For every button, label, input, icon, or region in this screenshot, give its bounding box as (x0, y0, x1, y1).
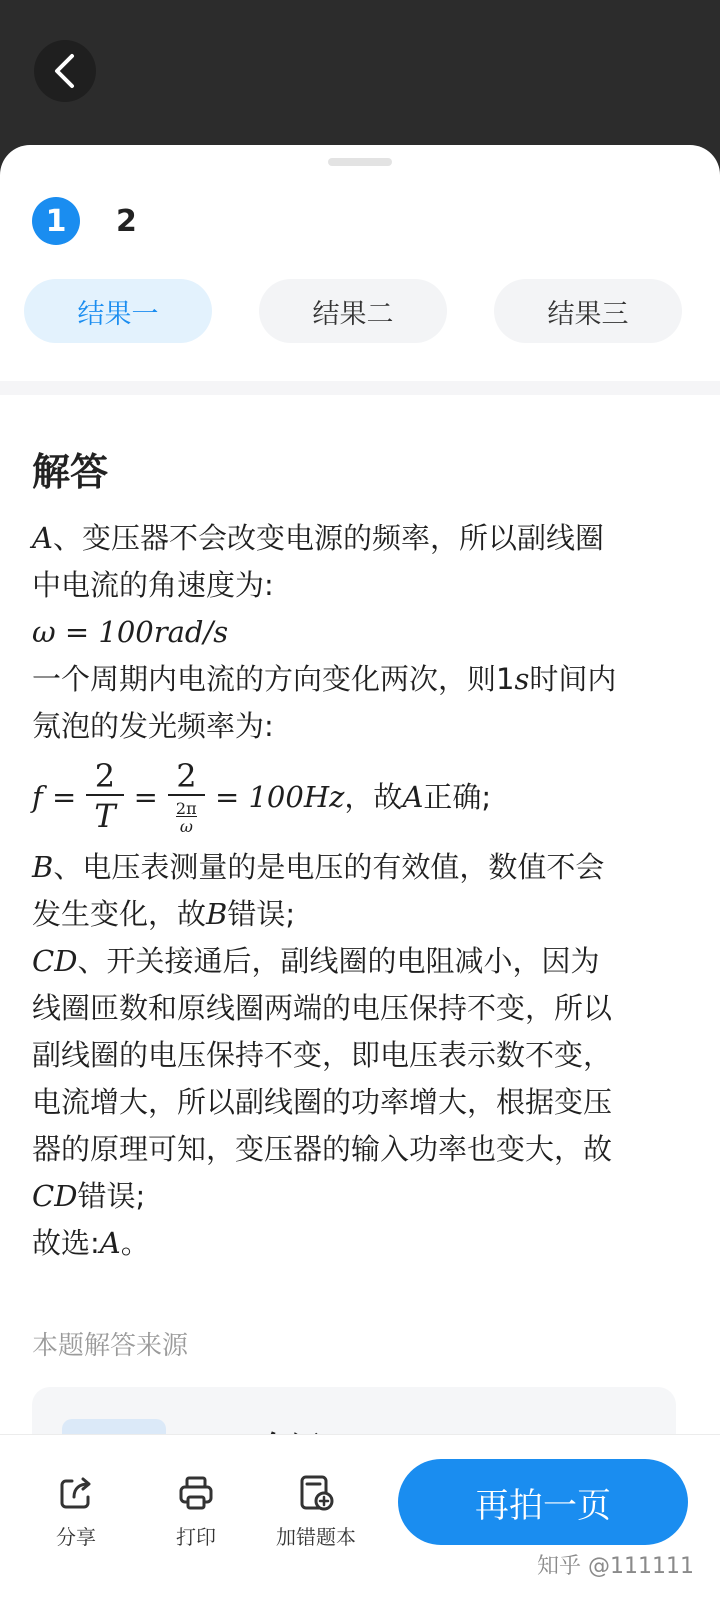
answer-line: B、电压表测量的是电压的有效值，数值不会 (32, 850, 605, 884)
chevron-left-icon (50, 53, 80, 89)
answer-line: 副线圈的电压保持不变，即电压表示数不变， (32, 1038, 613, 1072)
print-button[interactable]: 打印 (146, 1473, 246, 1563)
answer-line: 器的原理可知，变压器的输入功率也变大，故 (32, 1132, 613, 1166)
answer-line: CD、开关接通后，副线圈的电阻减小，因为 (32, 944, 600, 978)
printer-icon (176, 1473, 216, 1513)
answer-line: 线圈匝数和原线圈两端的电压保持不变，所以 (32, 991, 613, 1025)
formula-omega: ω = 100rad/s (32, 615, 229, 649)
inner-fraction: $\frac{2\pi}{\omega}$ (175, 799, 197, 836)
scan-next-page-button[interactable]: 再拍一页 (398, 1459, 688, 1545)
share-button[interactable]: 分享 (26, 1473, 126, 1563)
answer-line: 故选:A。 (32, 1226, 150, 1260)
tab-result-3[interactable]: 结果三 (494, 279, 682, 343)
formula-frequency: f = $\frac{2}{T}$ = 2 $\frac{2\pi}{\omega}$ = 100Hz ，故 A 正确; (32, 757, 492, 836)
answer-line: A、变压器不会改变电源的频率，所以副线圈 (32, 521, 604, 555)
page-tabs (32, 197, 137, 245)
watermark: 知乎 @111111 (537, 1554, 694, 1579)
answer-line: 氖泡的发光频率为: (32, 709, 274, 743)
top-bar (0, 0, 720, 150)
tab-result-1[interactable]: 结果一 (24, 279, 212, 343)
answer-line: CD错误; (32, 1179, 146, 1213)
answer-body (32, 515, 692, 1267)
answer-line: 一个周期内电流的方向变化两次，则1s时间内 (32, 662, 617, 696)
drag-handle[interactable] (328, 158, 392, 166)
answer-sheet (0, 145, 720, 1600)
answer-line: 中电流的角速度为: (32, 568, 274, 602)
share-icon (56, 1473, 96, 1513)
bottom-action-bar (0, 1434, 720, 1600)
fraction-2-over-T: $\frac{2}{T}$ (86, 758, 123, 836)
page-tab-1[interactable]: 1 (32, 197, 80, 245)
notebook-add-icon (296, 1473, 336, 1513)
page-tab-2[interactable]: 2 (116, 203, 137, 239)
answer-title: 解答 (32, 450, 109, 494)
result-tabs (24, 279, 696, 343)
answer-line: 电流增大，所以副线圈的功率增大，根据变压 (32, 1085, 613, 1119)
section-divider (0, 381, 720, 395)
answer-line: 发生变化，故B错误; (32, 897, 296, 931)
tab-result-2[interactable]: 结果二 (259, 279, 447, 343)
back-button[interactable] (34, 40, 96, 102)
add-wrong-book-button[interactable]: 加错题本 (266, 1473, 366, 1563)
fraction-2-over-2pi-omega: 2 $\frac{2\pi}{\omega}$ (168, 758, 205, 836)
source-label: 本题解答来源 (32, 1331, 189, 1361)
